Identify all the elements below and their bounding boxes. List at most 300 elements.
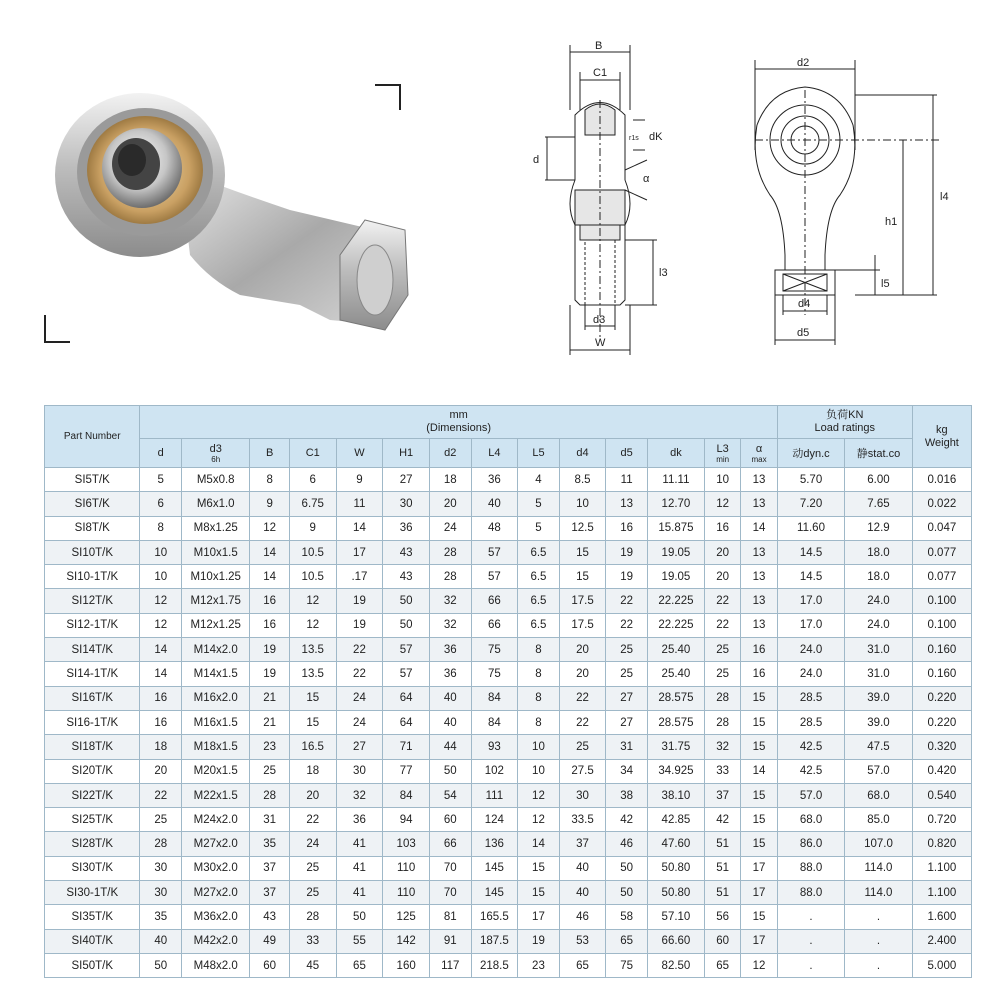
table-cell: M10x1.5 <box>181 540 249 564</box>
table-cell: 18 <box>430 468 472 492</box>
table-cell: 12 <box>140 589 182 613</box>
table-cell: 15 <box>518 856 560 880</box>
table-cell: 14 <box>741 759 778 783</box>
table-cell: 13 <box>741 540 778 564</box>
table-cell: 1.100 <box>912 881 971 905</box>
table-cell: 145 <box>471 881 518 905</box>
table-cell: 34 <box>606 759 648 783</box>
table-row <box>45 589 972 613</box>
table-cell: 19.05 <box>647 565 704 589</box>
table-cell: 6 <box>140 492 182 516</box>
col-L5: L5 <box>518 439 560 468</box>
table-cell: 10 <box>518 759 560 783</box>
table-cell: 14 <box>518 832 560 856</box>
table-cell: 16 <box>741 638 778 662</box>
table-cell: 22 <box>606 613 648 637</box>
table-cell: 22 <box>140 783 182 807</box>
table-cell: 8.5 <box>559 468 606 492</box>
table-cell: 75 <box>471 638 518 662</box>
table-cell: 7.65 <box>845 492 912 516</box>
table-cell: 136 <box>471 832 518 856</box>
table-cell: 40 <box>559 881 606 905</box>
table-cell: 107.0 <box>845 832 912 856</box>
table-row <box>45 953 972 977</box>
table-cell: 22 <box>559 686 606 710</box>
dim-dK: dK <box>649 131 663 143</box>
table-cell: 5.000 <box>912 953 971 977</box>
table-cell: 15 <box>741 905 778 929</box>
table-cell: 8 <box>518 662 560 686</box>
table-row <box>45 832 972 856</box>
table-cell: 24.0 <box>777 662 844 686</box>
table-cell: 1.100 <box>912 856 971 880</box>
table-cell: 27 <box>383 468 430 492</box>
table-cell: 16 <box>250 613 289 637</box>
table-cell: 33 <box>289 929 336 953</box>
table-cell: 68.0 <box>845 783 912 807</box>
weight-label: Weight <box>924 436 959 449</box>
table-cell: 50 <box>336 905 383 929</box>
table-cell: M18x1.5 <box>181 735 249 759</box>
table-cell: 42 <box>606 808 648 832</box>
table-cell: 12 <box>140 613 182 637</box>
table-cell: 17 <box>741 881 778 905</box>
table-cell: 94 <box>383 808 430 832</box>
col-C1: C1 <box>289 439 336 468</box>
table-cell: 35 <box>140 905 182 929</box>
col-d: d <box>140 439 182 468</box>
part-number-cell: SI10-1T/K <box>45 565 140 589</box>
table-cell: 16 <box>140 710 182 734</box>
table-cell: 57.0 <box>777 783 844 807</box>
table-cell: 25 <box>250 759 289 783</box>
table-cell: 93 <box>471 735 518 759</box>
table-cell: 218.5 <box>471 953 518 977</box>
table-cell: M14x1.5 <box>181 662 249 686</box>
table-cell: 15 <box>741 808 778 832</box>
table-cell: 68.0 <box>777 808 844 832</box>
col-L4: L4 <box>471 439 518 468</box>
table-cell: 142 <box>383 929 430 953</box>
table-cell: 41 <box>336 881 383 905</box>
table-cell: 15 <box>518 881 560 905</box>
table-cell: 9 <box>289 516 336 540</box>
table-cell: 6.5 <box>518 589 560 613</box>
table-cell: 75 <box>606 953 648 977</box>
table-cell: 0.160 <box>912 638 971 662</box>
table-cell: 51 <box>704 856 740 880</box>
dim-W: W <box>595 337 606 349</box>
table-cell: 55 <box>336 929 383 953</box>
table-cell: 17 <box>518 905 560 929</box>
table-cell: 42 <box>704 808 740 832</box>
table-cell: 66.60 <box>647 929 704 953</box>
table-cell: 28 <box>289 905 336 929</box>
table-cell: 82.50 <box>647 953 704 977</box>
table-cell: M5x0.8 <box>181 468 249 492</box>
table-cell: M27x2.0 <box>181 881 249 905</box>
table-cell: 8 <box>250 468 289 492</box>
table-cell: 84 <box>471 686 518 710</box>
table-cell: 40 <box>140 929 182 953</box>
table-cell: 49 <box>250 929 289 953</box>
table-cell: M14x2.0 <box>181 638 249 662</box>
table-cell: 8 <box>518 710 560 734</box>
part-number-cell: SI10T/K <box>45 540 140 564</box>
table-cell: 24.0 <box>845 589 912 613</box>
table-cell: 75 <box>471 662 518 686</box>
table-row <box>45 881 972 905</box>
table-cell: 14 <box>336 516 383 540</box>
table-cell: 44 <box>430 735 472 759</box>
col-dyn: 动dyn.c <box>777 439 844 468</box>
table-cell: 91 <box>430 929 472 953</box>
table-cell: 77 <box>383 759 430 783</box>
dim-C1: C1 <box>593 67 608 79</box>
table-cell: . <box>777 905 844 929</box>
table-cell: 19 <box>250 638 289 662</box>
table-cell: 28.5 <box>777 686 844 710</box>
table-cell: 14 <box>250 565 289 589</box>
table-cell: 22 <box>606 589 648 613</box>
col-d3: d3 6h <box>181 439 249 468</box>
part-number-cell: SI25T/K <box>45 808 140 832</box>
table-cell: 33.5 <box>559 808 606 832</box>
table-row <box>45 905 972 929</box>
table-cell: 14 <box>140 638 182 662</box>
table-cell: M8x1.25 <box>181 516 249 540</box>
table-cell: 16.5 <box>289 735 336 759</box>
table-cell: 0.220 <box>912 686 971 710</box>
load-en-label: Load ratings <box>814 422 876 434</box>
dim-d2: d2 <box>797 57 810 69</box>
table-cell: 12.5 <box>559 516 606 540</box>
table-cell: 16 <box>741 662 778 686</box>
table-cell: 65 <box>559 953 606 977</box>
table-cell: 40 <box>430 710 472 734</box>
table-cell: 57 <box>383 662 430 686</box>
table-row <box>45 710 972 734</box>
table-cell: 50 <box>383 613 430 637</box>
table-cell: 57.10 <box>647 905 704 929</box>
table-cell: 37 <box>250 881 289 905</box>
part-number-cell: SI30T/K <box>45 856 140 880</box>
table-cell: 0.016 <box>912 468 971 492</box>
table-cell: 25 <box>606 638 648 662</box>
table-cell: 51 <box>704 832 740 856</box>
table-cell: 15 <box>289 686 336 710</box>
table-cell: 58 <box>606 905 648 929</box>
table-cell: 31.75 <box>647 735 704 759</box>
table-cell: 12 <box>289 613 336 637</box>
table-cell: 10 <box>140 540 182 564</box>
table-body <box>45 468 972 978</box>
table-cell: 27 <box>606 686 648 710</box>
table-cell: 15 <box>559 540 606 564</box>
part-number-cell: SI8T/K <box>45 516 140 540</box>
table-cell: 36 <box>430 662 472 686</box>
table-cell: 13 <box>741 565 778 589</box>
col-alpha: α max <box>741 439 778 468</box>
table-cell: 38.10 <box>647 783 704 807</box>
col-d3-sub: 6h <box>211 454 221 464</box>
table-row <box>45 540 972 564</box>
table-cell: 13.5 <box>289 662 336 686</box>
table-cell: 22.225 <box>647 613 704 637</box>
table-cell: 39.0 <box>845 686 912 710</box>
part-number-cell: SI16-1T/K <box>45 710 140 734</box>
table-cell: 8 <box>140 516 182 540</box>
table-cell: 19 <box>606 565 648 589</box>
table-cell: 50.80 <box>647 856 704 880</box>
table-cell: M42x2.0 <box>181 929 249 953</box>
table-cell: 160 <box>383 953 430 977</box>
table-cell: 32 <box>336 783 383 807</box>
table-cell: 43 <box>250 905 289 929</box>
table-cell: 48 <box>471 516 518 540</box>
table-cell: 40 <box>471 492 518 516</box>
table-cell: 60 <box>430 808 472 832</box>
table-cell: 25.40 <box>647 638 704 662</box>
table-cell: 15 <box>741 832 778 856</box>
table-cell: 36 <box>383 516 430 540</box>
table-cell: 20 <box>430 492 472 516</box>
col-W: W <box>336 439 383 468</box>
table-cell: 86.0 <box>777 832 844 856</box>
part-number-cell: SI30-1T/K <box>45 881 140 905</box>
table-cell: 19 <box>518 929 560 953</box>
table-cell: 45 <box>289 953 336 977</box>
table-cell: 19 <box>250 662 289 686</box>
table-cell: 60 <box>250 953 289 977</box>
table-cell: 28 <box>140 832 182 856</box>
table-cell: 15 <box>289 710 336 734</box>
table-cell: 35 <box>250 832 289 856</box>
table-cell: 111 <box>471 783 518 807</box>
table-cell: 36 <box>430 638 472 662</box>
table-cell: 12 <box>518 783 560 807</box>
table-cell: 32 <box>430 589 472 613</box>
table-cell: 114.0 <box>845 856 912 880</box>
table-cell: 17.5 <box>559 613 606 637</box>
table-row <box>45 565 972 589</box>
part-number-cell: SI14T/K <box>45 638 140 662</box>
table-cell: 14.5 <box>777 565 844 589</box>
table-cell: 25 <box>559 735 606 759</box>
table-cell: 6.5 <box>518 565 560 589</box>
table-cell: 19 <box>606 540 648 564</box>
table-cell: 0.022 <box>912 492 971 516</box>
table-cell: 103 <box>383 832 430 856</box>
table-cell: 34.925 <box>647 759 704 783</box>
table-cell: 17.5 <box>559 589 606 613</box>
table-row <box>45 613 972 637</box>
table-cell: 0.720 <box>912 808 971 832</box>
table-cell: 22 <box>704 589 740 613</box>
table-cell: 22 <box>336 638 383 662</box>
table-cell: 8 <box>518 686 560 710</box>
table-cell: 30 <box>140 881 182 905</box>
table-cell: 10 <box>518 735 560 759</box>
table-cell: 84 <box>471 710 518 734</box>
table-row <box>45 856 972 880</box>
table-cell: 9 <box>336 468 383 492</box>
table-cell: 0.320 <box>912 735 971 759</box>
table-cell: 57 <box>383 638 430 662</box>
table-cell: 20 <box>140 759 182 783</box>
table-cell: 0.160 <box>912 662 971 686</box>
table-cell: M10x1.25 <box>181 565 249 589</box>
dim-d4: d4 <box>798 298 811 310</box>
table-cell: 12 <box>518 808 560 832</box>
table-cell: M30x2.0 <box>181 856 249 880</box>
table-row <box>45 735 972 759</box>
table-cell: 54 <box>430 783 472 807</box>
table-cell: 17 <box>741 856 778 880</box>
table-cell: 70 <box>430 881 472 905</box>
table-cell: 65 <box>336 953 383 977</box>
table-cell: 50 <box>140 953 182 977</box>
table-cell: 16 <box>250 589 289 613</box>
table-cell: 110 <box>383 881 430 905</box>
table-row <box>45 783 972 807</box>
table-row <box>45 929 972 953</box>
table-cell: 25 <box>289 881 336 905</box>
front-view-drawing <box>745 55 960 355</box>
table-cell: 124 <box>471 808 518 832</box>
table-cell: 102 <box>471 759 518 783</box>
col-alpha-sub: max <box>751 454 767 464</box>
table-cell: 60 <box>704 929 740 953</box>
part-number-cell: SI50T/K <box>45 953 140 977</box>
table-cell: 6.75 <box>289 492 336 516</box>
table-cell: 27 <box>336 735 383 759</box>
table-cell: 18 <box>140 735 182 759</box>
dim-r1s: r1s <box>629 135 639 142</box>
table-cell: 31 <box>606 735 648 759</box>
table-cell: 10 <box>704 468 740 492</box>
table-cell: 43 <box>383 565 430 589</box>
table-cell: 22.225 <box>647 589 704 613</box>
table-cell: 70 <box>430 856 472 880</box>
part-number-cell: SI28T/K <box>45 832 140 856</box>
table-cell: 10 <box>559 492 606 516</box>
table-cell: 28 <box>430 565 472 589</box>
table-cell: 27 <box>606 710 648 734</box>
table-cell: 64 <box>383 686 430 710</box>
table-cell: 71 <box>383 735 430 759</box>
part-number-cell: SI18T/K <box>45 735 140 759</box>
table-cell: 165.5 <box>471 905 518 929</box>
table-cell: 50 <box>383 589 430 613</box>
table-cell: . <box>777 929 844 953</box>
table-cell: 41 <box>336 856 383 880</box>
kg-label: kg <box>936 423 948 436</box>
table-row <box>45 686 972 710</box>
table-row <box>45 516 972 540</box>
table-cell: M6x1.0 <box>181 492 249 516</box>
table-cell: 18 <box>289 759 336 783</box>
table-cell: 24.0 <box>777 638 844 662</box>
table-cell: 17 <box>336 540 383 564</box>
table-cell: 12 <box>250 516 289 540</box>
table-cell: 16 <box>704 516 740 540</box>
table-cell: 39.0 <box>845 710 912 734</box>
table-cell: 28 <box>704 710 740 734</box>
table-cell: 20 <box>704 540 740 564</box>
part-number-cell: SI12T/K <box>45 589 140 613</box>
load-cn-label: 负荷KN <box>826 409 864 421</box>
part-number-cell: SI16T/K <box>45 686 140 710</box>
table-cell: 17 <box>741 929 778 953</box>
table-cell: 65 <box>704 953 740 977</box>
part-number-header: Part Number <box>45 406 140 468</box>
table-cell: 85.0 <box>845 808 912 832</box>
table-cell: 12 <box>289 589 336 613</box>
table-cell: 50 <box>430 759 472 783</box>
table-cell: 11 <box>336 492 383 516</box>
table-cell: M36x2.0 <box>181 905 249 929</box>
table-cell: 22 <box>336 662 383 686</box>
table-cell: 50 <box>606 856 648 880</box>
table-row <box>45 468 972 492</box>
table-cell: 57 <box>471 540 518 564</box>
load-ratings-header <box>777 406 912 439</box>
table-cell: 12 <box>704 492 740 516</box>
table-cell: 0.077 <box>912 565 971 589</box>
table-cell: 1.600 <box>912 905 971 929</box>
table-cell: 30 <box>559 783 606 807</box>
table-cell: 31.0 <box>845 638 912 662</box>
table-cell: 47.60 <box>647 832 704 856</box>
table-cell: 24 <box>289 832 336 856</box>
table-cell: 42.5 <box>777 759 844 783</box>
table-cell: 57 <box>471 565 518 589</box>
table-cell: 24 <box>430 516 472 540</box>
table-cell: 42.85 <box>647 808 704 832</box>
table-cell: 15 <box>741 735 778 759</box>
table-cell: 32 <box>430 613 472 637</box>
table-cell: 0.077 <box>912 540 971 564</box>
table-cell: 25 <box>289 856 336 880</box>
table-cell: 125 <box>383 905 430 929</box>
table-cell: 57.0 <box>845 759 912 783</box>
table-cell: 14.5 <box>777 540 844 564</box>
rod-end-photo <box>40 80 410 350</box>
table-cell: 30 <box>336 759 383 783</box>
table-cell: 36 <box>471 468 518 492</box>
table-row <box>45 638 972 662</box>
table-cell: 15 <box>559 565 606 589</box>
table-cell: 13 <box>741 468 778 492</box>
table-cell: 13 <box>606 492 648 516</box>
table-cell: 22 <box>704 613 740 637</box>
table-cell: 24 <box>336 686 383 710</box>
table-cell: M20x1.5 <box>181 759 249 783</box>
table-cell: 5 <box>518 516 560 540</box>
table-cell: 66 <box>471 613 518 637</box>
table-cell: 37 <box>704 783 740 807</box>
table-cell: 46 <box>559 905 606 929</box>
table-cell: 33 <box>704 759 740 783</box>
table-cell: 23 <box>518 953 560 977</box>
table-cell: 20 <box>704 565 740 589</box>
table-cell: 31.0 <box>845 662 912 686</box>
table-cell: 25 <box>606 662 648 686</box>
col-d2: d2 <box>430 439 472 468</box>
part-number-cell: SI6T/K <box>45 492 140 516</box>
table-cell: 11 <box>606 468 648 492</box>
